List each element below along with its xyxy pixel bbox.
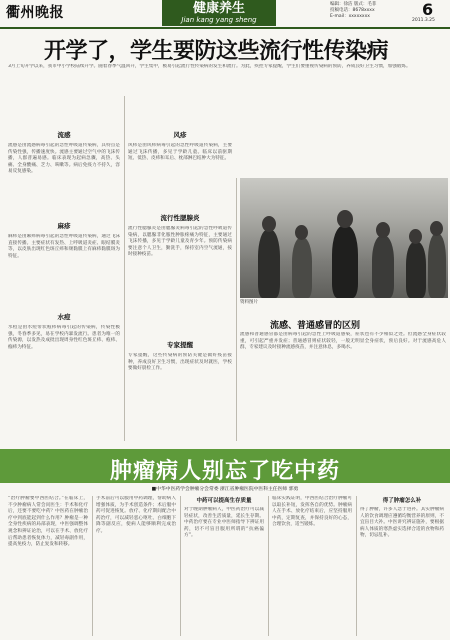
paragraph-measles: 麻疹是由麻疹病毒引起的急性呼吸道传染病，通过飞沫直接传播。主要症状有发热、上呼吸道炎症、眼结膜炎等，以皮肤出现红色斑丘疹和颊黏膜上有麻疹黏膜斑为特征。 [8, 234, 120, 259]
paragraph-how-to-nourish: 得了肿瘤，许多人急于进补。其实肿瘤病人的饮食调理应遵循均衡营养的原则，不宜盲目大补。中医讲究辨证施补，要根据病人体质的寒热虚实选择合适的食物和药物，切忌乱补。 [360, 507, 444, 539]
section-banner [162, 0, 276, 26]
subheading-flu: 流感 [57, 131, 71, 139]
page-date: 2011.3.25 [412, 18, 435, 23]
subheading-quality-of-life: 中药可以提高生存质量 [196, 498, 252, 504]
article1-headline: 开学了，学生要防这些流行性传染病 [44, 39, 389, 64]
paragraph-chickenpox: 水痘是由水痘带状疱疹病毒引起的传染病，传染性极强，冬春季多见，易在学校内暴发流行。患者为唯一的传染源，以发热及成批出现周身性红色斑丘疹、疱疹、痂疹为特征。 [8, 325, 120, 350]
paragraph-expert-tips: 专家提醒，这些传染病的预防关键是做好疫苗接种，养成良好卫生习惯，出现症状及时就医，学校要做好晨检工作。 [128, 353, 232, 372]
sidebar-text: 流感和普通感冒都是由病毒引起的急性上呼吸道感染，症状也有不少相似之处。但流感全身症状较重，可引起严重并发症；普通感冒则症状较轻，一般无明显全身症状，预后良好。对于流感高危人群，专家建议及时接种流感疫苗，并注意休息，多喝水。 [240, 332, 446, 351]
paragraph-flu: 流感是由流感病毒引起的急性呼吸道传染病，其特点是传染性强，传播速度快。流感主要通过空气中的飞沫传播，人群普遍易感。临床表现为起病急骤，高热、头痛、全身酸痛、乏力、咳嗽等。病后免疫力不持久，容易反复感染。 [8, 143, 120, 175]
article2-column-5 [360, 496, 444, 636]
subheading-measles: 麻疹 [57, 222, 71, 230]
subheading-mumps: 流行性腮腺炎 [160, 214, 200, 222]
article1-column-2 [128, 96, 232, 446]
column-divider [236, 178, 237, 441]
article1-lead: 3月上旬开学以来，我市中小学校陆续开学。随着春季气温回升，学生集中，极易引起流行性传染病的发生和流行。为此，疾控专家提醒，学生们要重视传染病的预防，养成良好卫生习惯，加强锻炼。 [8, 64, 411, 69]
column-divider [356, 496, 357, 636]
paragraph-mumps: 流行性腮腺炎是由腮腺炎病毒引起的急性呼吸道传染病，以腮腺非化脓性肿胀疼痛为特征，主要通过飞沫传播，多见于学龄儿童及青少年。预防传染病要注意个人卫生，勤洗手，保持室内空气流通，按时接种疫苗。 [128, 226, 232, 258]
header-rule [0, 27, 450, 29]
article2-column-2: 手术前后可以服用中药调理，帮助病人增强体质，为手术创造条件；术后服中药可促进恢复。放疗、化疗期间配合中药治疗，可以减轻恶心呕吐、白细胞下降等副反应，使病人能够顺利完成治疗。 [96, 496, 176, 534]
editor-info [330, 2, 400, 20]
section-title: 健康养生 [192, 1, 245, 16]
article2-column-4: 临床实践证明，中西医结合治疗肿瘤可以取长补短，发挥各自的优势。肿瘤病人在手术、放化疗结束后，应坚持服用中药，定期复查，并保持良好的心态，合理饮食，适当锻炼。 [272, 496, 352, 528]
page-number: 6 [422, 0, 434, 19]
photo-caption: 资料图片 [240, 300, 258, 305]
section-subtitle: Jian kang yang sheng [181, 16, 257, 24]
phone-line: 投稿电话：8678xxxx [330, 8, 375, 13]
email-line: E-mail：xxxxxxxx [330, 14, 370, 19]
subheading-chickenpox: 水痘 [57, 313, 71, 321]
article2-column-1: “治疗肿瘤要中西医结合。”在临床上，不少肿瘤病人常会问医生：手术和化疗后，还要不要吃中药？中医药在肿瘤治疗中到底能起到什么作用？肿瘤是一种全身性疾病的局部表现，中医强调整体观念和辨证论治，可以在手术、放化疗后帮助患者恢复体力，减轻毒副作用，提高免疫力，防止复发和转移。 [8, 496, 88, 548]
paragraph-rubella: 风疹是由风疹病毒引起的急性呼吸道传染病，主要通过飞沫传播，多见于学龄儿童。临床以前驱期短、低热、皮疹和耳后、枕部淋巴结肿大为特征。 [128, 143, 232, 162]
subheading-how-to-nourish: 得了肿瘤怎么补 [382, 498, 422, 504]
subheading-expert-tips: 专家提醒 [167, 341, 193, 349]
column-divider [124, 96, 125, 441]
newspaper-logo: 衢州晚报 [6, 5, 64, 21]
students-photo [240, 178, 448, 298]
article1-column-1 [8, 96, 120, 446]
column-divider [92, 496, 93, 636]
sidebar-title: 流感、普通感冒的区别 [270, 321, 361, 331]
paragraph-quality-of-life: 对于晚期肿瘤病人，中医药治疗可以减轻症状，改善生活质量，延长生存期。中药治疗要在专业中医师指导下辨证用药，切不可盲目服用所谓的“抗癌偏方”。 [184, 507, 264, 539]
article2-headline: 肿瘤病人别忘了吃中药 [109, 459, 340, 484]
column-divider [180, 496, 181, 636]
subheading-rubella: 风疹 [173, 131, 187, 139]
article2-byline: ■中华中医药学会肿瘤分会常委 浙江省肿瘤医院中医科主任医师 郭勇 [151, 487, 299, 492]
article2-column-3 [184, 496, 264, 636]
column-divider [268, 496, 269, 636]
editor-line: 编辑：徐洁 版式：毛菲 [330, 2, 377, 7]
